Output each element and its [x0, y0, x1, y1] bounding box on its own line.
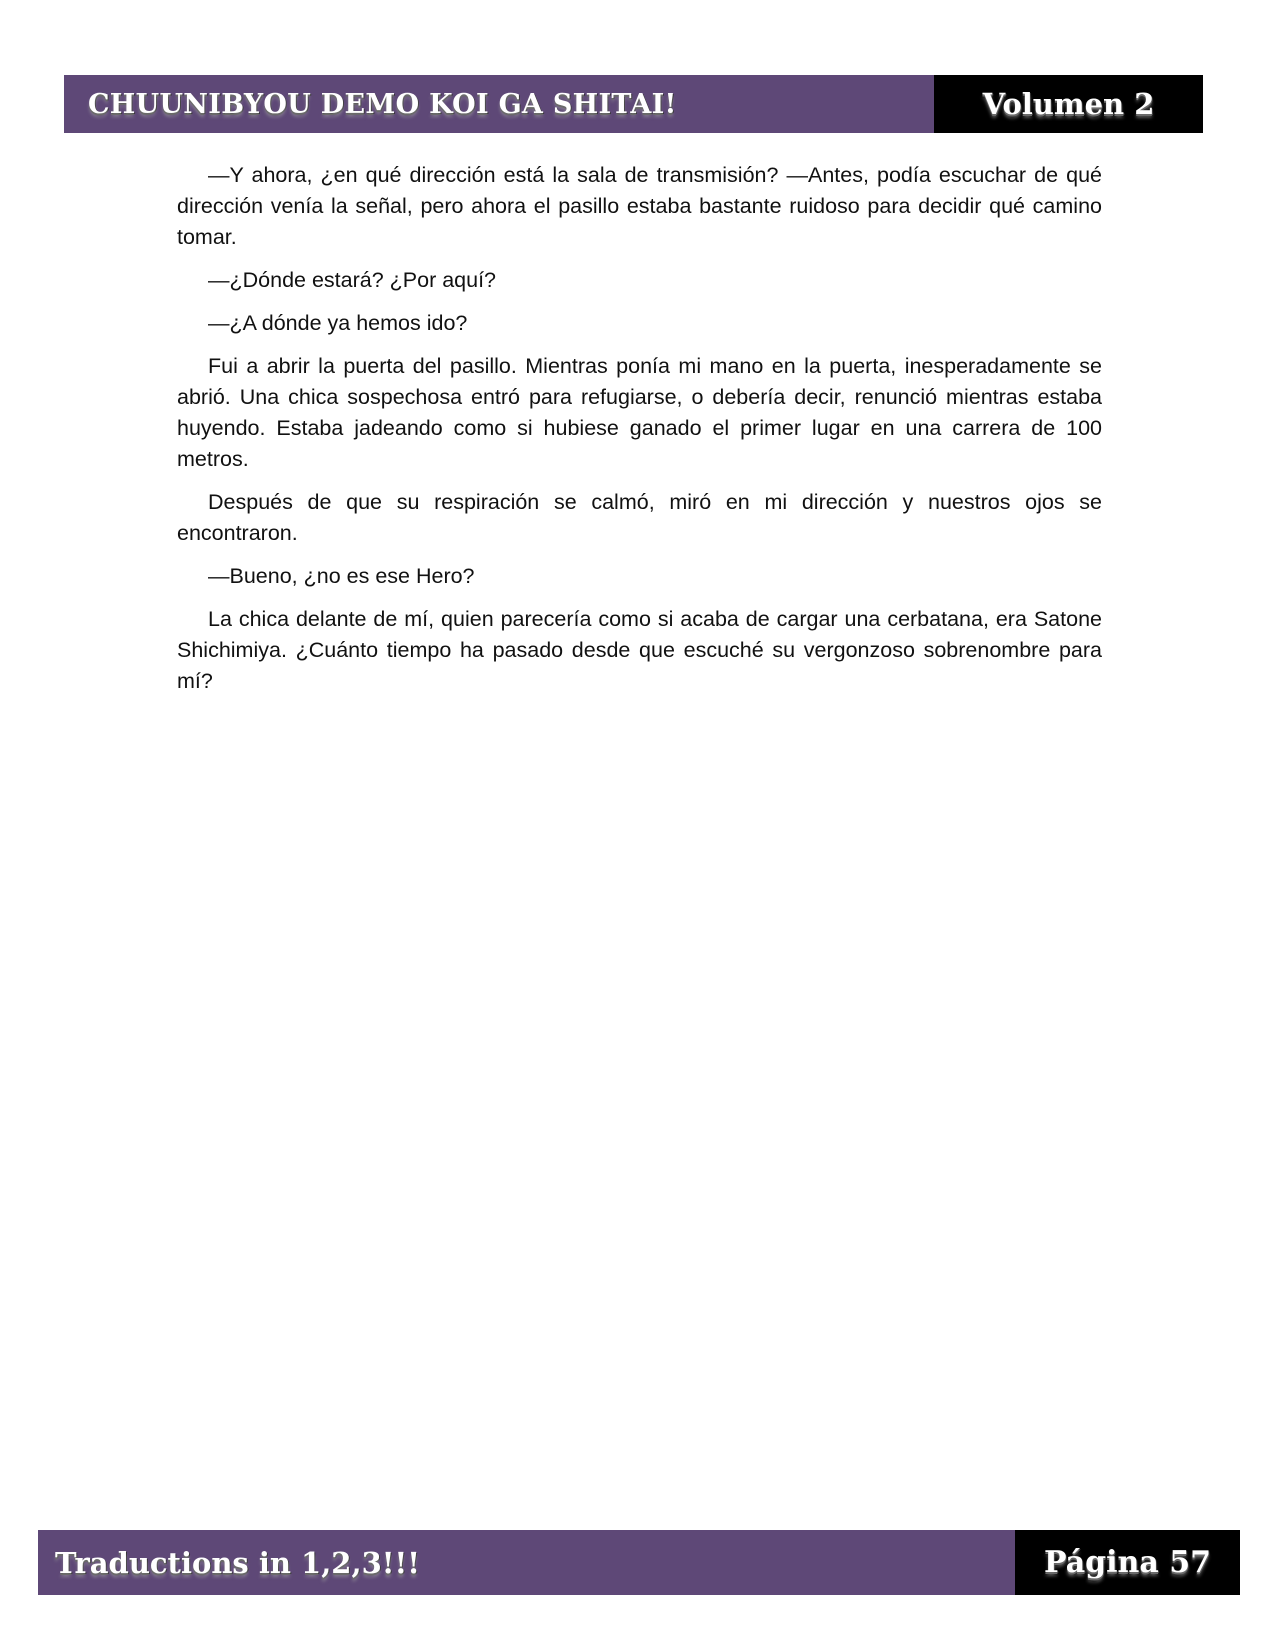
page-number: Página 57: [1043, 1545, 1211, 1580]
paragraph: —¿A dónde ya hemos ido?: [208, 311, 468, 335]
page-footer: [38, 1530, 1240, 1595]
paragraph: Fui a abrir la puerta del pasillo. Mientras ponía mi mano en la puerta, inesperadamente se abrió. Una chica sospechosa entró para refugiarse, o debería decir, renunció mientras estaba huyendo. Estaba jadeando como si hubiese ganado el primer lugar en una carrera de 100 metros.: [177, 354, 1102, 471]
page-header: [64, 75, 1203, 133]
footer-brand: Traductions in 1,2,3!!!: [55, 1545, 420, 1580]
paragraph: La chica delante de mí, quien parecería como si acaba de cargar una cerbatana, era Satone Shichimiya. ¿Cuánto tiempo ha pasado desde que escuché su vergonzoso sobrenombre para mí?: [177, 607, 1102, 693]
page-body: [177, 160, 1102, 709]
header-volume-block: [934, 75, 1203, 133]
paragraph: —Y ahora, ¿en qué dirección está la sala de transmisión? —Antes, podía escuchar de qué dirección venía la señal, pero ahora el pasillo estaba bastante ruidoso para decidir qué camino tomar.: [177, 163, 1102, 249]
header-title-block: [64, 75, 934, 133]
header-volume: Volumen 2: [982, 87, 1155, 121]
footer-brand-block: [38, 1530, 1015, 1595]
footer-page-block: [1015, 1530, 1240, 1595]
header-title: CHUUNIBYOU DEMO KOI GA SHITAI!: [88, 88, 677, 120]
paragraph: —¿Dónde estará? ¿Por aquí?: [208, 268, 497, 292]
paragraph: Después de que su respiración se calmó, miró en mi dirección y nuestros ojos se encontraron.: [177, 490, 1102, 545]
paragraph: —Bueno, ¿no es ese Hero?: [208, 564, 475, 588]
